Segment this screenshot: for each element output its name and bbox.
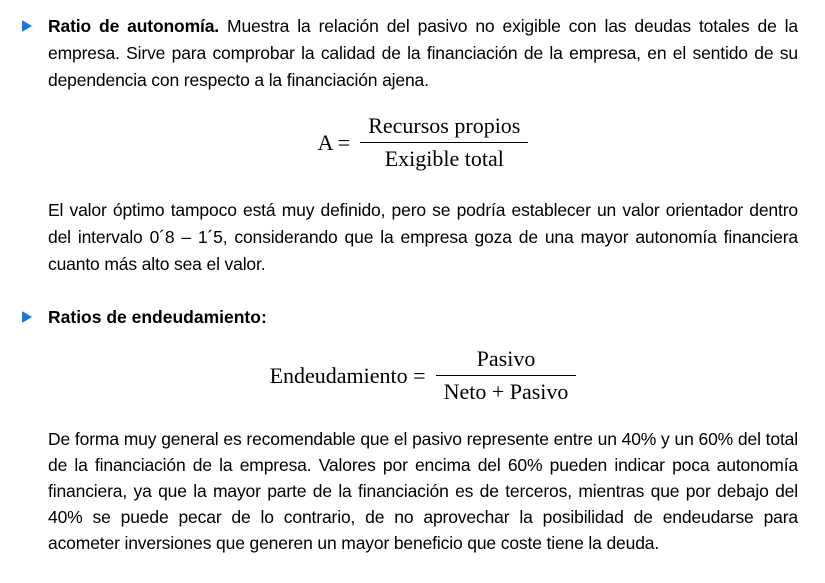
debt-ratios-heading — [48, 304, 798, 331]
bullet-triangle-icon — [22, 311, 32, 323]
optimal-value-paragraph: El valor óptimo tampoco está muy definido, pero se podría establecer un valor orientador dentro del intervalo 0´8 – 1´5, considerando que la empresa goza de una mayor autonomía financiera cuanto más alto sea el valor. — [48, 200, 798, 274]
debt-formula-fraction — [436, 347, 577, 404]
debt-recommendation-paragraph: De forma muy general es recomendable que el pasivo represente entre un 40% y un 60% del total de la financiación de la empresa. Valores por encima del 60% pueden indicar poca autonomía financiera, ya que la mayor parte de la financiación es de terceros, mientras que por debajo del 40% se puede pecar de lo contrario, de no aprovechar la posibilidad de endeudarse para acometer inversiones que generen un mayor beneficio que coste tiene la deuda. — [48, 429, 798, 553]
autonomy-formula-fraction — [360, 114, 528, 171]
autonomy-ratio-term: Ratio de autonomía. — [48, 16, 220, 36]
autonomy-formula — [48, 114, 798, 171]
autonomy-formula-lhs: A = — [317, 129, 351, 155]
debt-formula-lhs: Endeudamiento = — [269, 362, 426, 388]
debt-formula-denominator: Neto + Pasivo — [443, 379, 569, 404]
debt-formula-numerator: Pasivo — [436, 347, 577, 376]
autonomy-ratio-paragraph — [48, 13, 798, 94]
debt-formula — [48, 347, 798, 404]
autonomy-ratio-description: Muestra la relación del pasivo no exigible con las deudas totales de la empresa. Sirve para comprobar la calidad de la financiación de la empresa, en el sentido de su dependencia con respecto a la financiación ajena. — [48, 16, 798, 90]
autonomy-formula-denominator: Exigible total — [384, 146, 504, 171]
debt-ratios-heading-label: Ratios de endeudamiento: — [48, 307, 267, 327]
bullet-triangle-icon — [22, 20, 32, 32]
autonomy-formula-numerator: Recursos propios — [360, 114, 528, 143]
document-body — [48, 0, 798, 556]
